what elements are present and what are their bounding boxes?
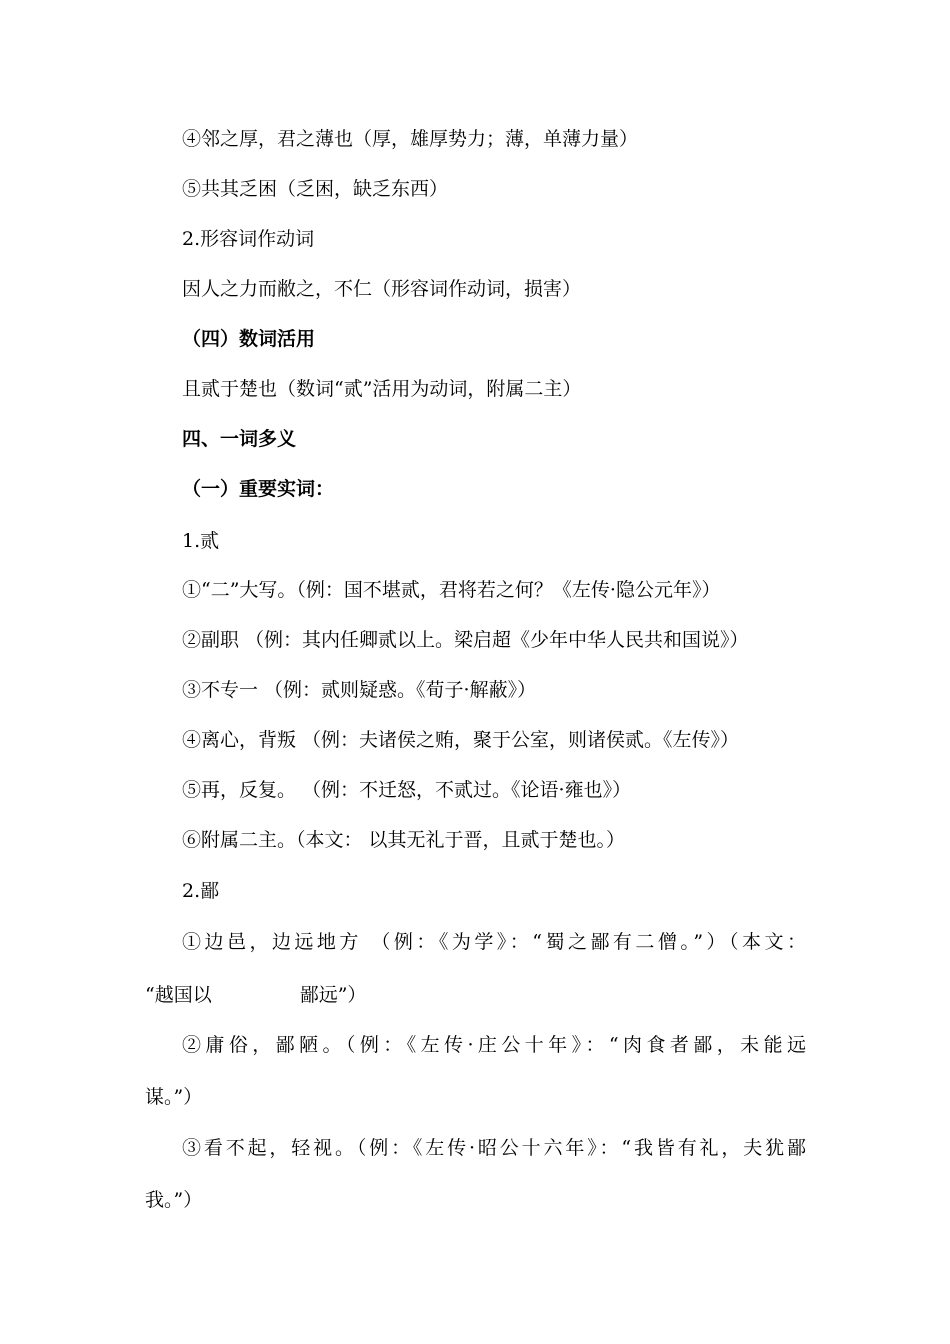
text-line: ⑤共其乏困（乏困，缺乏东西）	[182, 178, 449, 200]
section-heading: （四）数词活用	[182, 328, 316, 350]
text-line: 因人之力而敝之，不仁（形容词作动词，损害）	[182, 278, 582, 300]
text-fragment: 鄙远”）	[299, 984, 367, 1006]
text-line: ③看不起，轻视。（例：《左传·昭公十六年》：“我皆有礼，夫犹鄙	[182, 1137, 806, 1159]
text-line: ⑥附属二主。（本文： 以其无礼于晋，且贰于楚也。）	[182, 829, 626, 851]
text-line: ①边邑，边远地方 （例：《为学》：“蜀之鄙有二僧。”）（本文：	[182, 931, 806, 953]
text-line: ②庸俗，鄙陋。（例：《左传·庄公十年》：“肉食者鄙，未能远	[182, 1034, 806, 1056]
text-line: ④邻之厚，君之薄也（厚，雄厚势力；薄，单薄力量）	[182, 128, 639, 150]
text-fragment: “越国以	[145, 984, 212, 1006]
section-heading: 四、一词多义	[182, 428, 297, 450]
text-line	[145, 983, 366, 1007]
section-heading: （一）重要实词：	[182, 478, 335, 500]
text-line: ④离心，背叛 （例：夫诸侯之贿，聚于公室，则诸侯贰。《左传》）	[182, 729, 740, 751]
text-line: ①“二”大写。（例：国不堪贰，君将若之何？《左传·隐公元年》）	[182, 579, 721, 601]
text-line: ②副职 （例：其内任卿贰以上。梁启超《少年中华人民共和国说》）	[182, 629, 749, 651]
text-line: 我。”）	[145, 1189, 203, 1211]
text-line: 2.鄙	[182, 880, 220, 902]
text-line: 且贰于楚也（数词“贰”活用为动词，附属二主）	[182, 378, 582, 400]
text-line: 2.形容词作动词	[182, 228, 315, 250]
text-line: ③不专一 （例：贰则疑惑。《荀子·解蔽》）	[182, 679, 537, 701]
text-line: ⑤再，反复。 （例：不迁怒，不贰过。《论语·雍也》）	[182, 779, 632, 801]
text-line: 1.贰	[182, 530, 220, 552]
text-line: 谋。”）	[145, 1086, 203, 1108]
